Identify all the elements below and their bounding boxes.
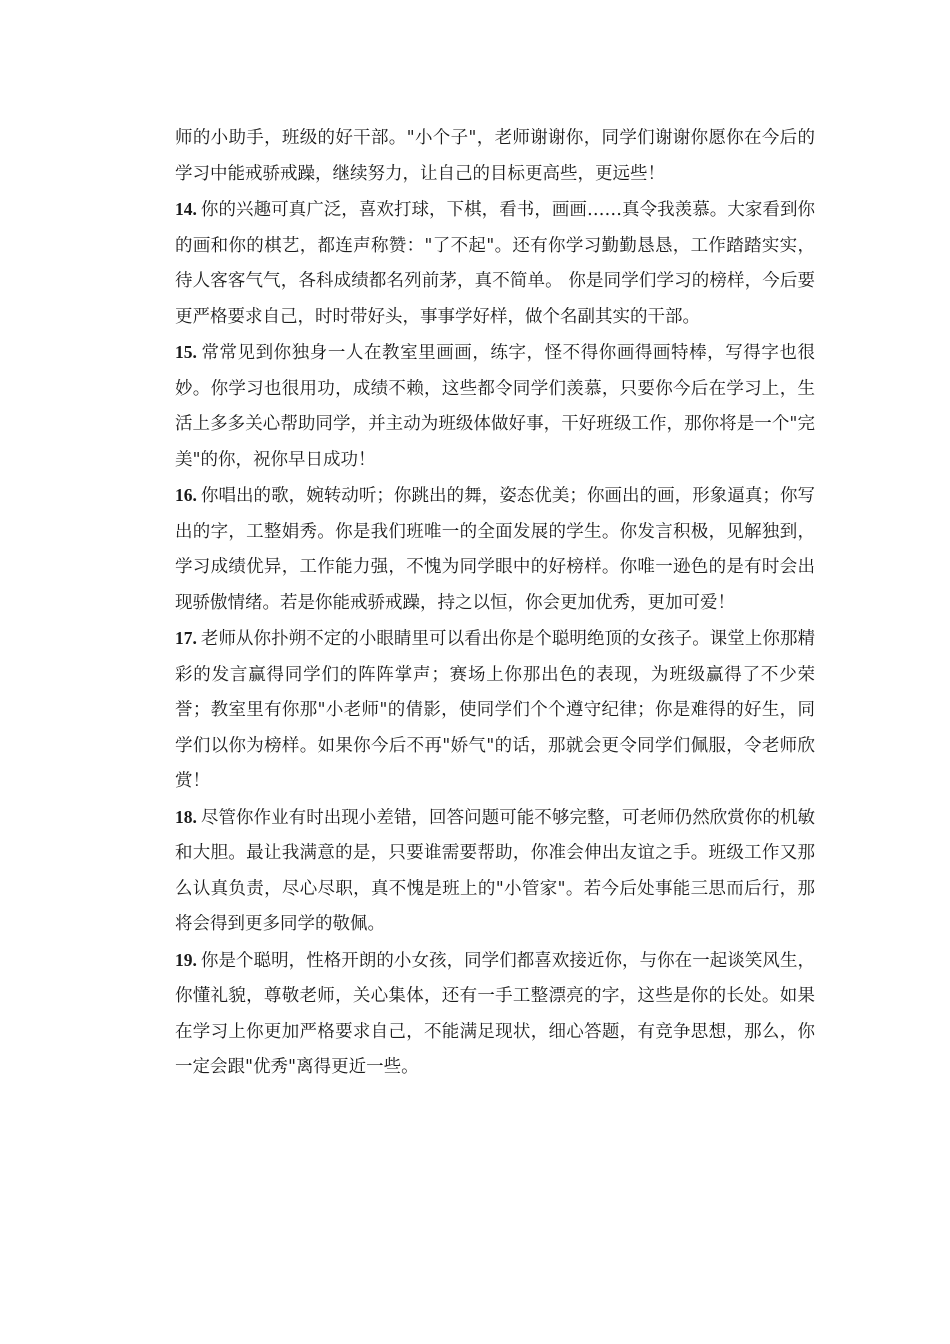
paragraph-14 [175,192,815,335]
paragraph-15 [175,335,815,478]
paragraph-text: 师的小助手，班级的好干部。"小个子"，老师谢谢你，同学们谢谢你愿你在今后的学习中能戒骄戒躁，继续努力，让自己的目标更高些，更远些！ [175,128,815,184]
paragraph-text: 尽管你作业有时出现小差错，回答问题可能不够完整，可老师仍然欣赏你的机敏和大胆。最让我满意的是，只要谁需要帮助，你准会伸出友谊之手。班级工作又那么认真负责，尽心尽职，真不愧是班上的"小管家"。若今后处事能三思而后行，那将会得到更多同学的敬佩。 [175,807,815,934]
paragraph-number: 14. [175,199,197,219]
paragraph-18 [175,800,815,943]
paragraph-number: 17. [175,628,197,648]
paragraph-text: 你的兴趣可真广泛，喜欢打球，下棋，看书，画画……真令我羡慕。大家看到你的画和你的棋艺，都连声称赞："了不起"。还有你学习勤勤恳恳，工作踏踏实实，待人客客气气，各科成绩都名列前茅，真不简单。 你是同学们学习的榜样，今后要更严格要求自己，时时带好头，事事学好样，做个名副其实的干部。 [175,200,815,327]
paragraph-text: 常常见到你独身一人在教室里画画，练字，怪不得你画得画特棒，写得字也很妙。你学习也很用功，成绩不赖，这些都令同学们羡慕，只要你今后在学习上，生活上多多关心帮助同学，并主动为班级体做好事，干好班级工作，那你将是一个"完美"的你，祝你早日成功！ [175,343,815,470]
paragraph-number: 18. [175,806,197,827]
paragraph-text: 你是个聪明，性格开朗的小女孩，同学们都喜欢接近你，与你在一起谈笑风生，你懂礼貌，尊敬老师，关心集体，还有一手工整漂亮的字，这些是你的长处。如果在学习上你更加严格要求自己，不能满足现状，细心答题，有竞争思想，那么，你一定会跟"优秀"离得更近一些。 [175,950,815,1077]
paragraph-continuation [175,121,815,192]
paragraph-16 [175,478,815,621]
paragraph-number: 19. [175,949,197,970]
paragraph-number: 16. [175,485,197,505]
paragraph-19 [175,943,815,1086]
paragraph-17 [175,621,815,800]
paragraph-text: 你唱出的歌，婉转动听；你跳出的舞，姿态优美；你画出的画，形象逼真；你写出的字，工整娟秀。你是我们班唯一的全面发展的学生。你发言积极，见解独到，学习成绩优异，工作能力强，不愧为同学眼中的好榜样。你唯一逊色的是有时会出现骄傲情绪。若是你能戒骄戒躁，持之以恒，你会更加优秀，更加可爱！ [175,486,815,613]
paragraph-number: 15. [175,342,197,362]
paragraph-text: 老师从你扑朔不定的小眼睛里可以看出你是个聪明绝顶的女孩子。课堂上你那精彩的发言赢得同学们的阵阵掌声；赛场上你那出色的表现，为班级赢得了不少荣誉；教室里有你那"小老师"的倩影，使同学们个个遵守纪律；你是难得的好生，同学们以你为榜样。如果你今后不再"娇气"的话，那就会更令同学们佩服，令老师欣赏！ [175,629,815,791]
document-body [175,121,815,1086]
